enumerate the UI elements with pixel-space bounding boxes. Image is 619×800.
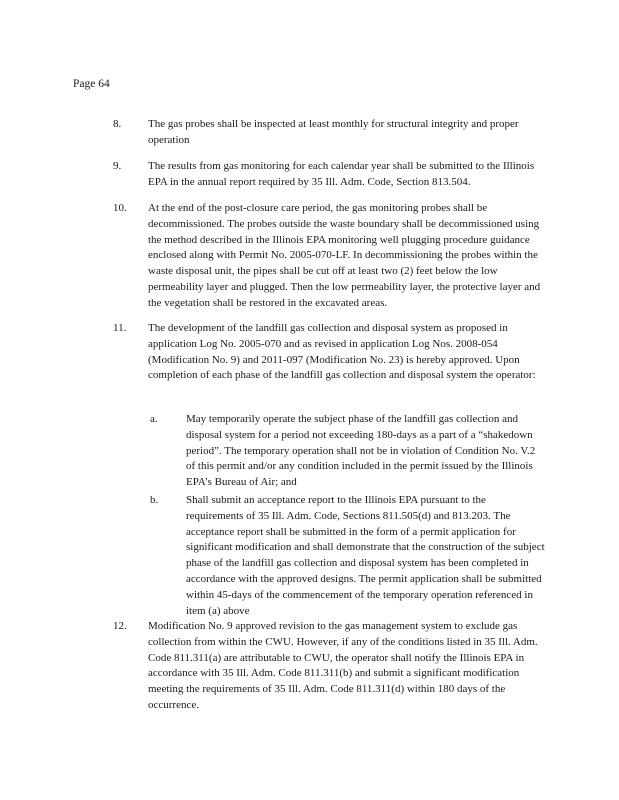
condition-text: The development of the landfill gas collection and disposal system as proposed in application Log No. 2005-070 and as revised in application Log Nos. 2008-054 (Modification No. 9) and 2011-097 (Modification No. 23) is hereby approved. Upon completion of each phase of the landfill gas collection and disposal system the operator: xyxy=(148,322,536,382)
condition-text: At the end of the post-closure care period, the gas monitoring probes shall be decommissioned. The probes outside the waste boundary shall be decommissioned using the method described in the Illinois EPA monitoring well plugging procedure guidance enclosed along with Permit No. 2005-070-LF. In decommissioning the probes within the waste disposal unit, the pipes shall be cut off at least two (2) feet below the low permeability layer and plugged. Then the low permeability layer, the protective layer and the vegetation shall be restored in the excavated areas. xyxy=(148,202,541,309)
condition-number: 9. xyxy=(113,160,122,172)
subitem-letter: a. xyxy=(150,413,158,425)
condition-number: 12. xyxy=(113,620,127,632)
condition-text: The gas probes shall be inspected at least monthly for structural integrity and proper operation xyxy=(148,118,519,146)
subitem-text: Shall submit an acceptance report to the Illinois EPA pursuant to the requirements of 35 Ill. Adm. Code, Sections 811.505(d) and 813.203. The acceptance report shall be submitted in the form of a permit application for significant modification and shall demonstrate that the construction of the subject phase of the landfill gas collection and disposal system has been completed in accordance with the approved designs. The permit application shall be submitted within 45-days of the commencement of the temporary operation referenced in item (a) above xyxy=(186,494,545,617)
page-number-header: Page 64 xyxy=(73,78,110,90)
subitem-text: May temporarily operate the subject phase of the landfill gas collection and disposal system for a period not exceeding 180-days as a part of a “shakedown period”. The temporary operation shall not be in violation of Condition No. V.2 of this permit and/or any condition included in the permit issued by the Illinois EPA’s Bureau of Air; and xyxy=(186,413,536,489)
condition-text: Modification No. 9 approved revision to the gas management system to exclude gas collection from within the CWU. However, if any of the conditions listed in 35 Ill. Adm. Code 811.311(a) are attributable to CWU, the operator shall notify the Illinois EPA in accordance with 35 Ill. Adm. Code 811.311(b) and submit a significant modification meeting the requirements of 35 Ill. Adm. Code 811.311(d) within 180 days of the occurrence. xyxy=(148,620,538,711)
subitem-letter: b. xyxy=(150,494,159,506)
condition-text: The results from gas monitoring for each calendar year shall be submitted to the Illinois EPA in the annual report required by 35 Ill. Adm. Code, Section 813.504. xyxy=(148,160,535,188)
condition-number: 11. xyxy=(113,322,127,334)
condition-number: 8. xyxy=(113,118,122,130)
condition-number: 10. xyxy=(113,202,127,214)
